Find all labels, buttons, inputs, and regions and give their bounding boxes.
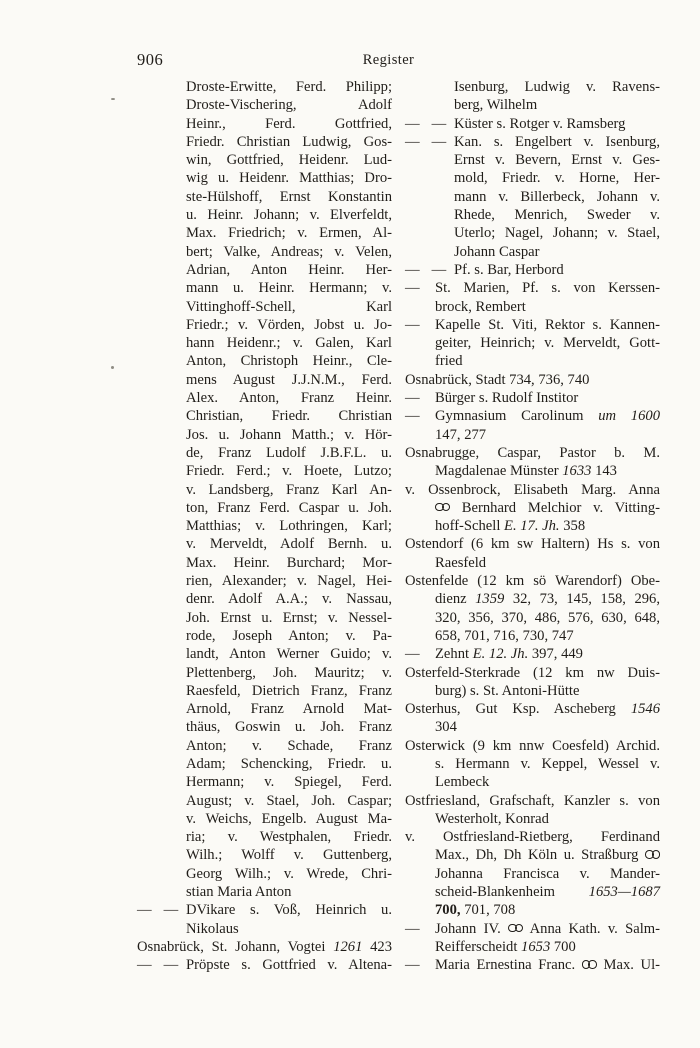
subentry-dash-marker: —	[405, 408, 420, 425]
index-line	[405, 718, 660, 736]
index-line	[405, 151, 660, 169]
index-entry-text: v. Landsberg, Franz Karl An-	[186, 481, 392, 498]
index-line	[137, 938, 392, 956]
index-entry-text: v. Ossenbrock, Elisabeth Marg. Anna	[405, 481, 660, 498]
index-line	[137, 627, 392, 645]
index-line	[137, 718, 392, 736]
index-line	[137, 901, 392, 919]
index-line	[137, 462, 392, 480]
index-entry-text: Ostendorf (6 km sw Haltern) Hs s. von	[405, 536, 660, 553]
index-column-left	[137, 78, 392, 975]
index-line	[405, 133, 660, 151]
index-entry-text: Osterwick (9 km nnw Coesfeld) Archid.	[405, 737, 660, 754]
index-line	[137, 535, 392, 553]
index-line	[405, 609, 660, 627]
index-entry-text: Christian, Friedr. Christian	[186, 408, 392, 425]
index-line	[405, 96, 660, 114]
index-line	[405, 846, 660, 864]
index-line	[137, 426, 392, 444]
index-line	[137, 481, 392, 499]
index-entry-text: Ostenfelde (12 km sö Warendorf) Obe-	[405, 573, 660, 590]
index-line	[137, 352, 392, 370]
index-line	[137, 444, 392, 462]
index-entry-text: St. Marien, Pf. s. von Kerssen-	[435, 280, 660, 297]
index-line	[137, 572, 392, 590]
index-line	[405, 115, 660, 133]
index-line	[405, 535, 660, 553]
index-entry-text: win, Gottfried, Heidenr. Lud-	[186, 152, 392, 169]
index-line	[405, 188, 660, 206]
index-line	[405, 956, 660, 974]
index-line	[137, 371, 392, 389]
index-entry-text: ton, Franz Ferd. Caspar u. Joh.	[186, 499, 392, 516]
index-entry-text: Kapelle St. Viti, Rektor s. Kannen-	[435, 316, 660, 333]
index-line	[405, 828, 660, 846]
index-entry-text: v. Merveldt, Adolf Bernh. u.	[186, 536, 392, 553]
index-line	[405, 737, 660, 755]
index-line	[405, 938, 660, 956]
index-line	[137, 517, 392, 535]
index-entry-text: Magdalenae Münster 1633 143	[435, 463, 617, 480]
index-entry-text: Osnabrugge, Caspar, Pastor b. M.	[405, 444, 660, 461]
subentry-dash-marker: —	[405, 957, 420, 974]
index-line	[137, 737, 392, 755]
index-entry-text: bert; Valke, Andreas; v. Velen,	[186, 243, 392, 260]
index-line	[137, 883, 392, 901]
index-line	[137, 664, 392, 682]
index-line	[405, 426, 660, 444]
index-entry-text: mens August J.J.N.M., Ferd.	[186, 371, 392, 388]
index-entry-text: mann u. Heinr. Hermann; v.	[186, 280, 392, 297]
index-entry-text: Lembeck	[435, 774, 490, 791]
index-line	[405, 389, 660, 407]
index-line	[137, 828, 392, 846]
index-line	[405, 792, 660, 810]
index-entry-text: Wilh.; Wolff v. Guttenberg,	[186, 847, 392, 864]
subentry-dash-marker: —	[405, 646, 420, 663]
index-entry-text: Zehnt E. 12. Jh. 397, 449	[435, 646, 583, 663]
index-entry-text: wig u. Heidenr. Matthias; Dro-	[186, 170, 392, 187]
index-line	[405, 700, 660, 718]
subentry-dash-marker: — —	[137, 957, 179, 974]
index-line	[405, 682, 660, 700]
index-line	[137, 554, 392, 572]
index-entry-text: Droste-Erwitte, Ferd. Philipp;	[186, 79, 392, 95]
index-line	[405, 645, 660, 663]
index-line	[405, 773, 660, 791]
index-line	[137, 609, 392, 627]
marriage-symbol-icon	[508, 924, 523, 933]
index-entry-text: Uterlo; Nagel, Johann; v. Stael,	[454, 225, 660, 242]
index-entry-text: Pf. s. Bar, Herbord	[454, 261, 564, 278]
index-entry-text: Rhede, Menrich, Sweder v.	[454, 207, 660, 224]
index-line	[137, 700, 392, 718]
subentry-dash-marker: — —	[137, 902, 179, 919]
index-entry-text: 320, 356, 370, 486, 576, 630, 648,	[435, 609, 660, 626]
index-entry-text: u. Heinr. Johann; v. Elverfeldt,	[186, 207, 392, 224]
index-line	[137, 810, 392, 828]
index-entry-text: Westerholt, Konrad	[435, 810, 549, 827]
index-entry-text: Bernhard Melchior v. Vitting-	[435, 499, 660, 517]
index-entry-text: Osterfeld-Sterkrade (12 km nw Duis-	[405, 664, 660, 681]
index-entry-text: v. Ostfriesland-Rietberg, Ferdinand	[405, 829, 660, 846]
index-entry-text: Jos. u. Johann Matth.; v. Hör-	[186, 426, 392, 443]
index-line	[137, 389, 392, 407]
index-entry-text: Max. Heinr. Burchard; Mor-	[186, 554, 392, 571]
index-line	[137, 334, 392, 352]
index-entry-text: scheid-Blankenheim 1653—1687	[435, 884, 660, 901]
index-line	[405, 444, 660, 462]
index-entry-text: Droste-Vischering, Adolf	[186, 97, 392, 114]
index-line	[405, 499, 660, 517]
index-entry-text: landt, Anton Werner Guido; v.	[186, 646, 392, 663]
index-entry-text: Johann Caspar	[454, 243, 540, 260]
index-line	[405, 462, 660, 480]
index-line	[405, 206, 660, 224]
marriage-symbol-icon	[645, 850, 660, 859]
index-entry-text: stian Maria Anton	[186, 884, 292, 901]
index-line	[137, 773, 392, 791]
index-entry-text: Vittinghoff-Schell, Karl	[186, 298, 392, 315]
index-entry-text: Osnabrück, St. Johann, Vogtei 1261 423	[137, 938, 392, 955]
index-entry-text: Adam; Schencking, Friedr. u.	[186, 755, 392, 772]
scan-speck	[111, 366, 114, 369]
index-line	[405, 517, 660, 535]
index-line	[137, 206, 392, 224]
index-entry-text: rien, Alexander; v. Nagel, Hei-	[186, 573, 392, 590]
index-line	[405, 810, 660, 828]
index-entry-text: ste-Hülshoff, Ernst Konstantin	[186, 188, 392, 205]
index-line	[405, 755, 660, 773]
index-entry-text: Arnold, Franz Arnold Mat-	[186, 701, 392, 718]
index-line	[137, 279, 392, 297]
index-line	[137, 298, 392, 316]
index-line	[405, 627, 660, 645]
index-entry-text: Georg Wilh.; v. Wrede, Chri-	[186, 865, 392, 882]
index-line	[137, 590, 392, 608]
index-entry-text: s. Hermann v. Keppel, Wessel v.	[435, 755, 660, 772]
index-entry-text: de, Franz Ludolf J.B.F.L. u.	[186, 444, 392, 461]
index-line	[137, 188, 392, 206]
subentry-dash-marker: — —	[405, 115, 447, 132]
subentry-dash-marker: —	[405, 316, 420, 333]
index-entry-text: Max. Friedrich; v. Ermen, Al-	[186, 225, 392, 242]
index-line	[405, 554, 660, 572]
index-line	[405, 169, 660, 187]
index-line	[405, 590, 660, 608]
index-entry-text: DVikare s. Voß, Heinrich u.	[186, 902, 392, 919]
index-column-right	[405, 78, 660, 975]
index-line	[137, 243, 392, 261]
index-entry-text: Osterhus, Gut Ksp. Ascheberg 1546	[405, 701, 660, 718]
index-line	[137, 755, 392, 773]
index-line	[405, 572, 660, 590]
index-line	[137, 499, 392, 517]
index-line	[137, 224, 392, 242]
index-entry-text: mold, Friedr. v. Horne, Her-	[454, 170, 660, 187]
index-entry-text: Friedr.; v. Vörden, Jobst u. Jo-	[186, 316, 392, 333]
index-entry-text: Adrian, Anton Heinr. Her-	[186, 261, 392, 278]
index-line	[137, 96, 392, 114]
index-line	[405, 664, 660, 682]
index-entry-text: burg) s. St. Antoni-Hütte	[435, 682, 580, 699]
index-entry-text: Bürger s. Rudolf Institor	[435, 390, 579, 407]
index-entry-text: 147, 277	[435, 426, 487, 443]
index-entry-text: August; v. Stael, Joh. Caspar;	[186, 792, 392, 809]
index-line	[405, 334, 660, 352]
index-entry-text: Kan. s. Engelbert v. Isenburg,	[454, 133, 660, 150]
index-line	[405, 481, 660, 499]
index-entry-text: v. Weichs, Engelb. August Ma-	[186, 810, 392, 827]
index-entry-text: hann Heidenr.; v. Galen, Karl	[186, 335, 392, 352]
index-entry-text: Johann IV. Anna Kath. v. Salm-	[435, 920, 660, 937]
index-entry-text: Ernst v. Bevern, Ernst v. Ges-	[454, 152, 660, 169]
index-line	[405, 901, 660, 919]
index-entry-text: hoff-Schell E. 17. Jh. 358	[435, 518, 586, 535]
index-line	[137, 151, 392, 169]
index-entry-text: Gymnasium Carolinum um 1600	[435, 408, 660, 425]
subentry-dash-marker: — —	[405, 133, 447, 150]
marriage-symbol-icon	[582, 960, 597, 969]
index-entry-text: 658, 701, 716, 730, 747	[435, 627, 574, 644]
index-entry-text: Friedr. Christian Ludwig, Gos-	[186, 133, 392, 150]
index-entry-text: Raesfeld, Dietrich Franz, Franz	[186, 682, 392, 699]
index-entry-text: berg, Wilhelm	[454, 97, 538, 114]
subentry-dash-marker: — —	[405, 261, 447, 278]
index-line	[137, 865, 392, 883]
page-number: 906	[137, 50, 164, 69]
index-entry-text: Anton, Christoph Heinr., Cle-	[186, 353, 392, 370]
index-line	[137, 792, 392, 810]
index-entry-text: Raesfeld	[435, 554, 487, 571]
index-entry-text: Pröpste s. Gottfried v. Altena-	[186, 957, 392, 974]
index-line	[137, 261, 392, 279]
index-entry-text: Matthias; v. Lothringen, Karl;	[186, 518, 392, 535]
index-entry-text: Isenburg, Ludwig v. Ravens-	[454, 79, 660, 95]
index-line	[405, 352, 660, 370]
subentry-dash-marker: —	[405, 920, 420, 937]
index-entry-text: Max., Dh, Dh Köln u. Straßburg	[435, 846, 660, 864]
index-entry-text: 700, 701, 708	[435, 902, 516, 919]
index-line	[405, 865, 660, 883]
index-line	[405, 407, 660, 425]
subentry-dash-marker: —	[405, 390, 420, 407]
index-entry-text: ria; v. Westphalen, Friedr.	[186, 829, 392, 846]
index-line	[137, 169, 392, 187]
index-entry-text: rode, Joseph Anton; v. Pa-	[186, 627, 392, 644]
index-line	[405, 279, 660, 297]
index-line	[137, 645, 392, 663]
scan-speck	[111, 98, 115, 100]
index-entry-text: Anton; v. Schade, Franz	[186, 737, 392, 754]
index-entry-text: Johanna Francisca v. Mander-	[435, 865, 660, 882]
index-line	[137, 407, 392, 425]
index-line	[405, 261, 660, 279]
index-entry-text: Friedr. Ferd.; v. Hoete, Lutzo;	[186, 463, 392, 480]
index-entry-text: dienz 1359 32, 73, 145, 158, 296,	[435, 591, 660, 608]
index-line	[137, 78, 392, 96]
index-entry-text: Nikolaus	[186, 920, 239, 937]
index-entry-text: Alex. Anton, Franz Heinr.	[186, 390, 392, 407]
index-line	[137, 133, 392, 151]
index-line	[137, 920, 392, 938]
index-entry-text: thäus, Goswin u. Joh. Franz	[186, 719, 392, 736]
index-line	[137, 956, 392, 974]
index-columns	[137, 78, 660, 975]
index-line	[405, 243, 660, 261]
index-entry-text: Maria Ernestina Franc. Max. Ul-	[435, 957, 661, 974]
index-line	[405, 371, 660, 389]
index-entry-text: Heinr., Ferd. Gottfried,	[186, 115, 392, 132]
index-line	[137, 115, 392, 133]
index-entry-text: Küster s. Rotger v. Ramsberg	[454, 115, 626, 132]
running-header: Register	[362, 52, 415, 68]
index-entry-text: fried	[435, 353, 463, 370]
subentry-dash-marker: —	[405, 280, 420, 297]
index-entry-text: Ostfriesland, Grafschaft, Kanzler s. von	[405, 792, 660, 809]
index-entry-text: 304	[435, 719, 457, 736]
index-line	[137, 682, 392, 700]
index-line	[405, 920, 660, 938]
index-entry-text: Joh. Ernst u. Ernst; v. Nessel-	[186, 609, 392, 626]
index-entry-text: Osnabrück, Stadt 734, 736, 740	[405, 371, 590, 388]
index-entry-text: denr. Adolf A.A.; v. Nassau,	[186, 591, 392, 608]
index-line	[405, 883, 660, 901]
index-line	[405, 224, 660, 242]
index-entry-text: mann v. Billerbeck, Johann v.	[454, 188, 660, 205]
index-entry-text: Plettenberg, Joh. Mauritz; v.	[186, 664, 392, 681]
index-line	[405, 298, 660, 316]
page-header	[137, 50, 660, 70]
index-line	[405, 78, 660, 96]
marriage-symbol-icon	[435, 503, 450, 512]
index-entry-text: Hermann; v. Spiegel, Ferd.	[186, 774, 392, 791]
index-line	[137, 316, 392, 334]
index-line	[405, 316, 660, 334]
index-entry-text: brock, Rembert	[435, 298, 526, 315]
index-entry-text: geiter, Heinrich; v. Merveldt, Gott-	[435, 335, 660, 352]
index-line	[137, 846, 392, 864]
index-entry-text: Reifferscheidt 1653 700	[435, 938, 576, 955]
